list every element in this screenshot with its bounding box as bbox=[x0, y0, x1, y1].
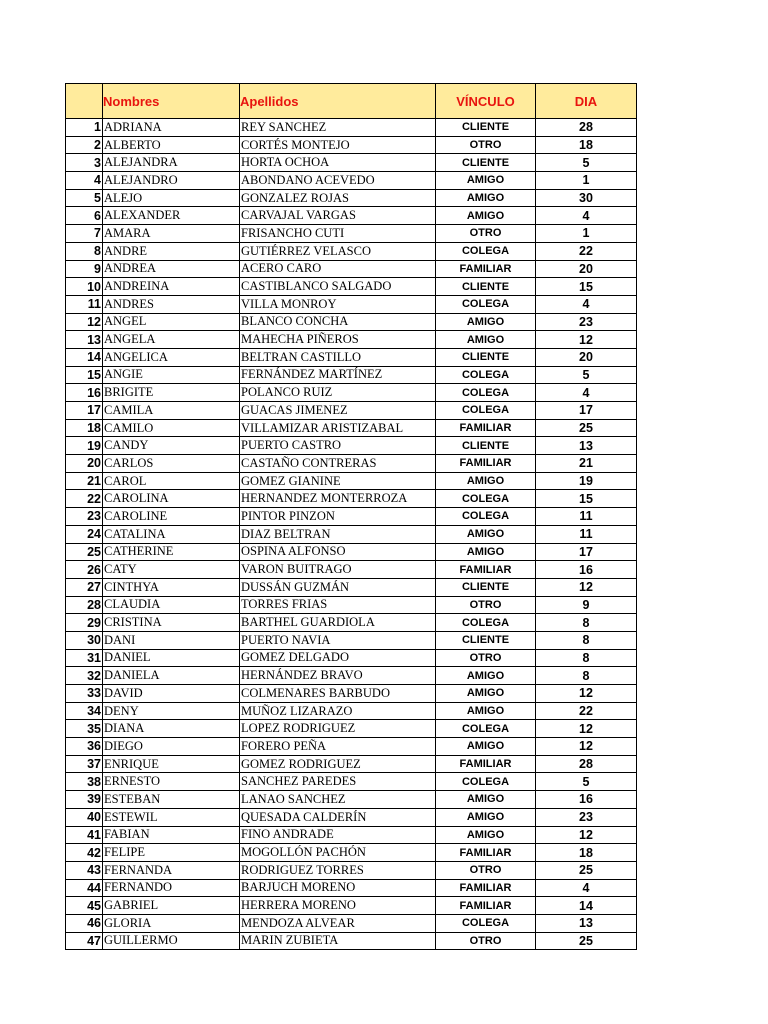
cell-dia[interactable]: 25 bbox=[536, 419, 637, 437]
cell-nombre[interactable]: CAROL bbox=[103, 472, 240, 490]
row-number[interactable]: 35 bbox=[66, 720, 103, 738]
cell-apellidos[interactable]: FINO ANDRADE bbox=[240, 826, 436, 844]
cell-apellidos[interactable]: HERNANDEZ MONTERROZA bbox=[240, 490, 436, 508]
cell-dia[interactable]: 9 bbox=[536, 596, 637, 614]
table-row bbox=[66, 649, 637, 667]
cell-dia[interactable]: 11 bbox=[536, 525, 637, 543]
cell-dia[interactable]: 25 bbox=[536, 861, 637, 879]
cell-nombre[interactable]: DIANA bbox=[103, 720, 240, 738]
row-number[interactable]: 46 bbox=[66, 914, 103, 932]
table-row bbox=[66, 384, 637, 402]
cell-apellidos[interactable]: PUERTO CASTRO bbox=[240, 437, 436, 455]
cell-apellidos[interactable]: TORRES FRIAS bbox=[240, 596, 436, 614]
cell-dia[interactable]: 12 bbox=[536, 685, 637, 703]
table-row bbox=[66, 791, 637, 809]
cell-vinculo[interactable]: CLIENTE bbox=[436, 119, 536, 137]
cell-nombre[interactable]: DANI bbox=[103, 631, 240, 649]
table-row bbox=[66, 685, 637, 703]
cell-dia[interactable]: 12 bbox=[536, 738, 637, 756]
cell-dia[interactable]: 16 bbox=[536, 791, 637, 809]
cell-nombre[interactable]: DANIEL bbox=[103, 649, 240, 667]
cell-nombre[interactable]: ALEJANDRA bbox=[103, 154, 240, 172]
row-number[interactable]: 44 bbox=[66, 879, 103, 897]
cell-nombre[interactable]: AMARA bbox=[103, 225, 240, 243]
row-number[interactable]: 21 bbox=[66, 472, 103, 490]
row-number[interactable]: 26 bbox=[66, 561, 103, 579]
cell-vinculo[interactable]: COLEGA bbox=[436, 402, 536, 420]
cell-dia[interactable]: 20 bbox=[536, 348, 637, 366]
cell-apellidos[interactable]: GOMEZ RODRIGUEZ bbox=[240, 755, 436, 773]
cell-apellidos[interactable]: PINTOR PINZON bbox=[240, 508, 436, 526]
cell-nombre[interactable]: ALEJANDRO bbox=[103, 172, 240, 190]
cell-dia[interactable]: 4 bbox=[536, 295, 637, 313]
cell-dia[interactable]: 12 bbox=[536, 720, 637, 738]
row-number[interactable]: 5 bbox=[66, 189, 103, 207]
cell-nombre[interactable]: DANIELA bbox=[103, 667, 240, 685]
cell-vinculo[interactable]: AMIGO bbox=[436, 685, 536, 703]
cell-vinculo[interactable]: AMIGO bbox=[436, 172, 536, 190]
row-number[interactable]: 17 bbox=[66, 402, 103, 420]
cell-nombre[interactable]: CINTHYA bbox=[103, 578, 240, 596]
table-row bbox=[66, 260, 637, 278]
table-row bbox=[66, 295, 637, 313]
cell-apellidos[interactable]: HERNÁNDEZ BRAVO bbox=[240, 667, 436, 685]
cell-vinculo[interactable]: COLEGA bbox=[436, 242, 536, 260]
row-number[interactable]: 33 bbox=[66, 685, 103, 703]
cell-nombre[interactable]: GUILLERMO bbox=[103, 932, 240, 950]
row-number[interactable]: 42 bbox=[66, 844, 103, 862]
table-row bbox=[66, 172, 637, 190]
cell-dia[interactable]: 22 bbox=[536, 702, 637, 720]
table-row bbox=[66, 808, 637, 826]
cell-vinculo[interactable]: FAMILIAR bbox=[436, 561, 536, 579]
cell-nombre[interactable]: CARLOS bbox=[103, 455, 240, 473]
cell-vinculo[interactable]: FAMILIAR bbox=[436, 844, 536, 862]
header-dia[interactable]: DIA bbox=[536, 84, 637, 119]
cell-vinculo[interactable]: CLIENTE bbox=[436, 278, 536, 296]
cell-vinculo[interactable]: AMIGO bbox=[436, 525, 536, 543]
table-row bbox=[66, 578, 637, 596]
row-number[interactable]: 47 bbox=[66, 932, 103, 950]
cell-nombre[interactable]: ERNESTO bbox=[103, 773, 240, 791]
cell-dia[interactable]: 8 bbox=[536, 667, 637, 685]
table-row bbox=[66, 755, 637, 773]
table-row bbox=[66, 278, 637, 296]
cell-nombre[interactable]: CRISTINA bbox=[103, 614, 240, 632]
row-number[interactable]: 7 bbox=[66, 225, 103, 243]
cell-nombre[interactable]: GABRIEL bbox=[103, 897, 240, 915]
table-row bbox=[66, 826, 637, 844]
cell-vinculo[interactable]: COLEGA bbox=[436, 366, 536, 384]
cell-nombre[interactable]: CAMILO bbox=[103, 419, 240, 437]
cell-dia[interactable]: 8 bbox=[536, 649, 637, 667]
table-row bbox=[66, 543, 637, 561]
cell-vinculo[interactable]: COLEGA bbox=[436, 720, 536, 738]
cell-vinculo[interactable]: OTRO bbox=[436, 861, 536, 879]
table-row bbox=[66, 331, 637, 349]
cell-apellidos[interactable]: MAHECHA PIÑEROS bbox=[240, 331, 436, 349]
cell-vinculo[interactable]: COLEGA bbox=[436, 614, 536, 632]
cell-vinculo[interactable]: FAMILIAR bbox=[436, 755, 536, 773]
cell-dia[interactable]: 20 bbox=[536, 260, 637, 278]
cell-vinculo[interactable]: AMIGO bbox=[436, 808, 536, 826]
cell-vinculo[interactable]: CLIENTE bbox=[436, 348, 536, 366]
cell-nombre[interactable]: CAROLINA bbox=[103, 490, 240, 508]
cell-nombre[interactable]: CATY bbox=[103, 561, 240, 579]
cell-vinculo[interactable]: OTRO bbox=[436, 225, 536, 243]
cell-dia[interactable]: 18 bbox=[536, 844, 637, 862]
cell-apellidos[interactable]: MARIN ZUBIETA bbox=[240, 932, 436, 950]
row-number[interactable]: 11 bbox=[66, 295, 103, 313]
row-number[interactable]: 18 bbox=[66, 419, 103, 437]
cell-vinculo[interactable]: AMIGO bbox=[436, 826, 536, 844]
table-body bbox=[66, 119, 637, 950]
cell-vinculo[interactable]: CLIENTE bbox=[436, 154, 536, 172]
cell-nombre[interactable]: ANGELA bbox=[103, 331, 240, 349]
cell-apellidos[interactable]: QUESADA CALDERÍN bbox=[240, 808, 436, 826]
row-number[interactable]: 45 bbox=[66, 897, 103, 915]
table-row bbox=[66, 154, 637, 172]
table-row bbox=[66, 366, 637, 384]
cell-nombre[interactable]: FABIAN bbox=[103, 826, 240, 844]
cell-nombre[interactable]: FERNANDA bbox=[103, 861, 240, 879]
table-row bbox=[66, 738, 637, 756]
table-row bbox=[66, 596, 637, 614]
row-number[interactable]: 16 bbox=[66, 384, 103, 402]
cell-nombre[interactable]: ANGIE bbox=[103, 366, 240, 384]
cell-apellidos[interactable]: GUACAS JIMENEZ bbox=[240, 402, 436, 420]
cell-apellidos[interactable]: CORTÉS MONTEJO bbox=[240, 136, 436, 154]
cell-apellidos[interactable]: CASTIBLANCO SALGADO bbox=[240, 278, 436, 296]
cell-nombre[interactable]: CAMILA bbox=[103, 402, 240, 420]
cell-dia[interactable]: 4 bbox=[536, 384, 637, 402]
cell-dia[interactable]: 8 bbox=[536, 614, 637, 632]
header-apellidos[interactable]: Apellidos bbox=[240, 84, 436, 119]
row-number[interactable]: 10 bbox=[66, 278, 103, 296]
cell-apellidos[interactable]: OSPINA ALFONSO bbox=[240, 543, 436, 561]
cell-apellidos[interactable]: BELTRAN CASTILLO bbox=[240, 348, 436, 366]
cell-vinculo[interactable]: CLIENTE bbox=[436, 631, 536, 649]
cell-nombre[interactable]: ALBERTO bbox=[103, 136, 240, 154]
table-row bbox=[66, 879, 637, 897]
cell-vinculo[interactable]: OTRO bbox=[436, 932, 536, 950]
table-row bbox=[66, 897, 637, 915]
row-number[interactable]: 14 bbox=[66, 348, 103, 366]
cell-nombre[interactable]: GLORIA bbox=[103, 914, 240, 932]
row-number[interactable]: 29 bbox=[66, 614, 103, 632]
cell-apellidos[interactable]: PUERTO NAVIA bbox=[240, 631, 436, 649]
cell-nombre[interactable]: ENRIQUE bbox=[103, 755, 240, 773]
cell-apellidos[interactable]: FORERO PEÑA bbox=[240, 738, 436, 756]
cell-dia[interactable]: 23 bbox=[536, 313, 637, 331]
cell-vinculo[interactable]: COLEGA bbox=[436, 773, 536, 791]
row-number[interactable]: 4 bbox=[66, 172, 103, 190]
row-number[interactable]: 41 bbox=[66, 826, 103, 844]
cell-apellidos[interactable]: GUTIÉRREZ VELASCO bbox=[240, 242, 436, 260]
table-row bbox=[66, 702, 637, 720]
cell-vinculo[interactable]: FAMILIAR bbox=[436, 897, 536, 915]
cell-dia[interactable]: 14 bbox=[536, 897, 637, 915]
cell-nombre[interactable]: CATALINA bbox=[103, 525, 240, 543]
row-number[interactable]: 24 bbox=[66, 525, 103, 543]
cell-dia[interactable]: 12 bbox=[536, 578, 637, 596]
cell-vinculo[interactable]: CLIENTE bbox=[436, 437, 536, 455]
table-row bbox=[66, 561, 637, 579]
cell-dia[interactable]: 5 bbox=[536, 366, 637, 384]
table-header bbox=[66, 84, 637, 119]
cell-dia[interactable]: 16 bbox=[536, 561, 637, 579]
cell-apellidos[interactable]: BARTHEL GUARDIOLA bbox=[240, 614, 436, 632]
cell-apellidos[interactable]: VARON BUITRAGO bbox=[240, 561, 436, 579]
cell-vinculo[interactable]: FAMILIAR bbox=[436, 419, 536, 437]
table-row bbox=[66, 437, 637, 455]
cell-apellidos[interactable]: GOMEZ DELGADO bbox=[240, 649, 436, 667]
row-number[interactable]: 37 bbox=[66, 755, 103, 773]
table-row bbox=[66, 225, 637, 243]
cell-vinculo[interactable]: COLEGA bbox=[436, 384, 536, 402]
table-row bbox=[66, 508, 637, 526]
table-row bbox=[66, 119, 637, 137]
cell-dia[interactable]: 22 bbox=[536, 242, 637, 260]
cell-nombre[interactable]: ESTEWIL bbox=[103, 808, 240, 826]
cell-apellidos[interactable]: CASTAÑO CONTRERAS bbox=[240, 455, 436, 473]
table-row bbox=[66, 472, 637, 490]
row-number[interactable]: 39 bbox=[66, 791, 103, 809]
cell-apellidos[interactable]: RODRIGUEZ TORRES bbox=[240, 861, 436, 879]
table-row bbox=[66, 773, 637, 791]
cell-nombre[interactable]: ANDREINA bbox=[103, 278, 240, 296]
row-number[interactable]: 31 bbox=[66, 649, 103, 667]
table-row bbox=[66, 313, 637, 331]
table-row bbox=[66, 614, 637, 632]
cell-dia[interactable]: 25 bbox=[536, 932, 637, 950]
cell-dia[interactable]: 4 bbox=[536, 207, 637, 225]
row-number[interactable]: 23 bbox=[66, 508, 103, 526]
row-number[interactable]: 28 bbox=[66, 596, 103, 614]
cell-nombre[interactable]: CATHERINE bbox=[103, 543, 240, 561]
row-number[interactable]: 22 bbox=[66, 490, 103, 508]
cell-apellidos[interactable]: VILLA MONROY bbox=[240, 295, 436, 313]
cell-vinculo[interactable]: AMIGO bbox=[436, 702, 536, 720]
cell-vinculo[interactable]: COLEGA bbox=[436, 490, 536, 508]
cell-vinculo[interactable]: COLEGA bbox=[436, 508, 536, 526]
cell-apellidos[interactable]: LOPEZ RODRIGUEZ bbox=[240, 720, 436, 738]
cell-vinculo[interactable]: AMIGO bbox=[436, 313, 536, 331]
cell-nombre[interactable]: ALEJO bbox=[103, 189, 240, 207]
cell-apellidos[interactable]: ACERO CARO bbox=[240, 260, 436, 278]
cell-dia[interactable]: 21 bbox=[536, 455, 637, 473]
table-row bbox=[66, 631, 637, 649]
cell-vinculo[interactable]: COLEGA bbox=[436, 914, 536, 932]
table-row bbox=[66, 932, 637, 950]
cell-vinculo[interactable]: COLEGA bbox=[436, 295, 536, 313]
cell-apellidos[interactable]: HORTA OCHOA bbox=[240, 154, 436, 172]
cell-dia[interactable]: 4 bbox=[536, 879, 637, 897]
cell-dia[interactable]: 19 bbox=[536, 472, 637, 490]
table-row bbox=[66, 490, 637, 508]
cell-nombre[interactable]: FERNANDO bbox=[103, 879, 240, 897]
cell-nombre[interactable]: ADRIANA bbox=[103, 119, 240, 137]
table-row bbox=[66, 136, 637, 154]
cell-vinculo[interactable]: OTRO bbox=[436, 649, 536, 667]
cell-nombre[interactable]: ALEXANDER bbox=[103, 207, 240, 225]
table-row bbox=[66, 720, 637, 738]
cell-nombre[interactable]: ANDRES bbox=[103, 295, 240, 313]
row-number[interactable]: 1 bbox=[66, 119, 103, 137]
cell-apellidos[interactable]: LANAO SANCHEZ bbox=[240, 791, 436, 809]
row-number[interactable]: 32 bbox=[66, 667, 103, 685]
cell-nombre[interactable]: CAROLINE bbox=[103, 508, 240, 526]
cell-dia[interactable]: 17 bbox=[536, 402, 637, 420]
cell-nombre[interactable]: ANGELICA bbox=[103, 348, 240, 366]
table-row bbox=[66, 667, 637, 685]
cell-vinculo[interactable]: OTRO bbox=[436, 596, 536, 614]
cell-apellidos[interactable]: COLMENARES BARBUDO bbox=[240, 685, 436, 703]
contacts-table bbox=[65, 83, 637, 950]
cell-dia[interactable]: 8 bbox=[536, 631, 637, 649]
cell-nombre[interactable]: DENY bbox=[103, 702, 240, 720]
table-row bbox=[66, 189, 637, 207]
cell-apellidos[interactable]: HERRERA MORENO bbox=[240, 897, 436, 915]
row-number[interactable]: 38 bbox=[66, 773, 103, 791]
cell-nombre[interactable]: CANDY bbox=[103, 437, 240, 455]
cell-apellidos[interactable]: FRISANCHO CUTI bbox=[240, 225, 436, 243]
cell-apellidos[interactable]: BLANCO CONCHA bbox=[240, 313, 436, 331]
cell-vinculo[interactable]: AMIGO bbox=[436, 667, 536, 685]
table-row bbox=[66, 242, 637, 260]
cell-dia[interactable]: 1 bbox=[536, 172, 637, 190]
table-row bbox=[66, 861, 637, 879]
cell-dia[interactable]: 18 bbox=[536, 136, 637, 154]
cell-dia[interactable]: 28 bbox=[536, 755, 637, 773]
row-number[interactable]: 27 bbox=[66, 578, 103, 596]
row-number[interactable]: 2 bbox=[66, 136, 103, 154]
cell-apellidos[interactable]: FERNÁNDEZ MARTÍNEZ bbox=[240, 366, 436, 384]
cell-vinculo[interactable]: FAMILIAR bbox=[436, 879, 536, 897]
table-row bbox=[66, 419, 637, 437]
cell-vinculo[interactable]: AMIGO bbox=[436, 331, 536, 349]
cell-apellidos[interactable]: ABONDANO ACEVEDO bbox=[240, 172, 436, 190]
table-row bbox=[66, 525, 637, 543]
cell-vinculo[interactable]: FAMILIAR bbox=[436, 455, 536, 473]
row-number[interactable]: 30 bbox=[66, 631, 103, 649]
cell-apellidos[interactable]: MOGOLLÓN PACHÓN bbox=[240, 844, 436, 862]
cell-apellidos[interactable]: BARJUCH MORENO bbox=[240, 879, 436, 897]
cell-dia[interactable]: 5 bbox=[536, 154, 637, 172]
row-number[interactable]: 19 bbox=[66, 437, 103, 455]
table-row bbox=[66, 914, 637, 932]
cell-nombre[interactable]: ANDREA bbox=[103, 260, 240, 278]
header-nombres[interactable]: Nombres bbox=[103, 84, 240, 119]
row-number[interactable]: 43 bbox=[66, 861, 103, 879]
cell-apellidos[interactable]: DUSSÁN GUZMÁN bbox=[240, 578, 436, 596]
row-number[interactable]: 3 bbox=[66, 154, 103, 172]
cell-apellidos[interactable]: VILLAMIZAR ARISTIZABAL bbox=[240, 419, 436, 437]
row-number[interactable]: 13 bbox=[66, 331, 103, 349]
cell-vinculo[interactable]: FAMILIAR bbox=[436, 260, 536, 278]
table-row bbox=[66, 207, 637, 225]
cell-dia[interactable]: 13 bbox=[536, 437, 637, 455]
cell-vinculo[interactable]: CLIENTE bbox=[436, 578, 536, 596]
cell-vinculo[interactable]: AMIGO bbox=[436, 543, 536, 561]
cell-apellidos[interactable]: REY SANCHEZ bbox=[240, 119, 436, 137]
cell-apellidos[interactable]: SANCHEZ PAREDES bbox=[240, 773, 436, 791]
cell-nombre[interactable]: BRIGITE bbox=[103, 384, 240, 402]
cell-vinculo[interactable]: AMIGO bbox=[436, 189, 536, 207]
cell-dia[interactable]: 15 bbox=[536, 490, 637, 508]
cell-vinculo[interactable]: AMIGO bbox=[436, 472, 536, 490]
row-number[interactable]: 12 bbox=[66, 313, 103, 331]
cell-dia[interactable]: 17 bbox=[536, 543, 637, 561]
cell-nombre[interactable]: ANDRE bbox=[103, 242, 240, 260]
cell-nombre[interactable]: FELIPE bbox=[103, 844, 240, 862]
row-number[interactable]: 20 bbox=[66, 455, 103, 473]
cell-dia[interactable]: 12 bbox=[536, 826, 637, 844]
cell-dia[interactable]: 13 bbox=[536, 914, 637, 932]
cell-apellidos[interactable]: MUÑOZ LIZARAZO bbox=[240, 702, 436, 720]
table-row bbox=[66, 402, 637, 420]
cell-nombre[interactable]: DAVID bbox=[103, 685, 240, 703]
cell-dia[interactable]: 1 bbox=[536, 225, 637, 243]
header-vinculo[interactable]: VÍNCULO bbox=[436, 84, 536, 119]
row-number[interactable]: 36 bbox=[66, 738, 103, 756]
cell-dia[interactable]: 5 bbox=[536, 773, 637, 791]
row-number[interactable]: 15 bbox=[66, 366, 103, 384]
cell-dia[interactable]: 28 bbox=[536, 119, 637, 137]
row-number[interactable]: 8 bbox=[66, 242, 103, 260]
cell-nombre[interactable]: CLAUDIA bbox=[103, 596, 240, 614]
cell-vinculo[interactable]: AMIGO bbox=[436, 791, 536, 809]
cell-apellidos[interactable]: DIAZ BELTRAN bbox=[240, 525, 436, 543]
cell-dia[interactable]: 15 bbox=[536, 278, 637, 296]
row-number[interactable]: 25 bbox=[66, 543, 103, 561]
cell-nombre[interactable]: DIEGO bbox=[103, 738, 240, 756]
cell-dia[interactable]: 23 bbox=[536, 808, 637, 826]
cell-vinculo[interactable]: OTRO bbox=[436, 136, 536, 154]
cell-apellidos[interactable]: POLANCO RUIZ bbox=[240, 384, 436, 402]
row-number[interactable]: 40 bbox=[66, 808, 103, 826]
row-number[interactable]: 9 bbox=[66, 260, 103, 278]
cell-dia[interactable]: 30 bbox=[536, 189, 637, 207]
table-row bbox=[66, 455, 637, 473]
cell-apellidos[interactable]: CARVAJAL VARGAS bbox=[240, 207, 436, 225]
cell-vinculo[interactable]: AMIGO bbox=[436, 738, 536, 756]
row-number[interactable]: 6 bbox=[66, 207, 103, 225]
cell-dia[interactable]: 11 bbox=[536, 508, 637, 526]
header-row bbox=[66, 84, 637, 119]
table-row bbox=[66, 844, 637, 862]
cell-nombre[interactable]: ESTEBAN bbox=[103, 791, 240, 809]
cell-apellidos[interactable]: GONZALEZ ROJAS bbox=[240, 189, 436, 207]
header-index[interactable] bbox=[66, 84, 103, 119]
table-row bbox=[66, 348, 637, 366]
cell-nombre[interactable]: ANGEL bbox=[103, 313, 240, 331]
cell-vinculo[interactable]: AMIGO bbox=[436, 207, 536, 225]
cell-apellidos[interactable]: MENDOZA ALVEAR bbox=[240, 914, 436, 932]
row-number[interactable]: 34 bbox=[66, 702, 103, 720]
cell-apellidos[interactable]: GOMEZ GIANINE bbox=[240, 472, 436, 490]
cell-dia[interactable]: 12 bbox=[536, 331, 637, 349]
